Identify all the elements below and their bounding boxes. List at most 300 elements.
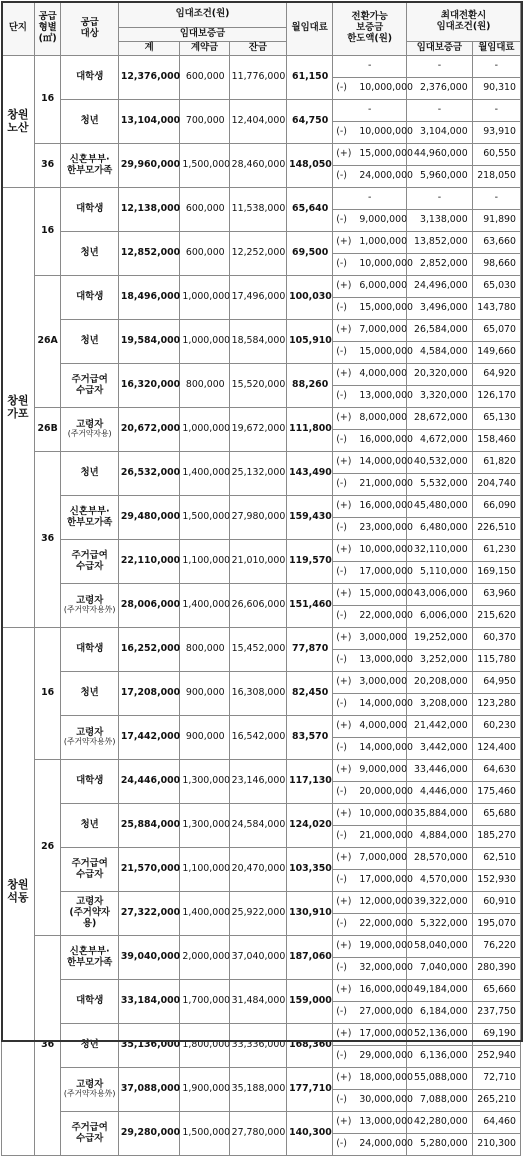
contract-amount: 1,100,000	[180, 848, 229, 892]
complex-name: 창원 가포	[2, 188, 35, 628]
max-conversion-deposit: 19,252,000	[407, 628, 473, 650]
supply-target	[61, 232, 118, 276]
table-row	[2, 276, 521, 298]
conversion-sign: (-)	[333, 386, 358, 408]
max-conversion-deposit: 3,208,000	[407, 694, 473, 716]
supply-target	[61, 936, 118, 980]
conversion-limit: 18,000,000	[357, 1068, 406, 1090]
max-conversion-deposit: 44,960,000	[407, 144, 473, 166]
max-conversion-rent: 65,680	[472, 804, 520, 826]
max-conversion-deposit: 3,320,000	[407, 386, 473, 408]
max-conversion-rent: 252,940	[472, 1046, 520, 1068]
monthly-rent: 61,150	[287, 56, 333, 100]
max-conversion-rent: 61,230	[472, 540, 520, 562]
deposit-total: 22,110,000	[118, 540, 180, 584]
max-conversion-deposit: 5,280,000	[407, 1134, 473, 1156]
max-conversion-rent: 124,400	[472, 738, 520, 760]
conversion-sign: (-)	[333, 1046, 358, 1068]
balance-amount: 18,584,000	[229, 320, 286, 364]
monthly-rent: 130,910	[287, 892, 333, 936]
conversion-limit: 12,000,000	[357, 892, 406, 914]
conversion-sign: (-)	[333, 870, 358, 892]
max-conversion-deposit: 20,208,000	[407, 672, 473, 694]
max-conversion-deposit: 7,088,000	[407, 1090, 473, 1112]
contract-amount: 1,300,000	[180, 760, 229, 804]
header-max-conversion: 최대전환시 임대조건(원)	[407, 2, 521, 42]
supply-target	[61, 584, 118, 628]
conversion-limit: 21,000,000	[357, 826, 406, 848]
max-conversion-deposit: 24,496,000	[407, 276, 473, 298]
supply-type: 16	[34, 56, 61, 144]
max-conversion-rent: 93,910	[472, 122, 520, 144]
conversion-sign: (+)	[333, 672, 358, 694]
supply-target	[61, 56, 118, 100]
balance-amount: 27,780,000	[229, 1112, 286, 1156]
conversion-sign: (-)	[333, 210, 358, 232]
supply-target-note: (주거약자용外)	[63, 737, 116, 747]
balance-amount: 11,776,000	[229, 56, 286, 100]
max-conversion-rent: 60,910	[472, 892, 520, 914]
conversion-limit: -	[333, 188, 407, 210]
balance-amount: 16,542,000	[229, 716, 286, 760]
conversion-sign: (+)	[333, 760, 358, 782]
supply-target-label: 고령자	[76, 418, 104, 430]
max-conversion-rent: 185,270	[472, 826, 520, 848]
max-conversion-rent: 204,740	[472, 474, 520, 496]
contract-amount: 900,000	[180, 672, 229, 716]
table-row	[2, 848, 521, 870]
supply-target-note: (주거약자용外)	[63, 1089, 116, 1099]
max-conversion-deposit: 43,006,000	[407, 584, 473, 606]
max-conversion-deposit: 3,138,000	[407, 210, 473, 232]
conversion-limit: 13,000,000	[357, 650, 406, 672]
conversion-limit: 14,000,000	[357, 738, 406, 760]
conversion-sign: (-)	[333, 1090, 358, 1112]
max-conversion-deposit: 13,852,000	[407, 232, 473, 254]
balance-amount: 12,404,000	[229, 100, 286, 144]
contract-amount: 1,900,000	[180, 1068, 229, 1112]
supply-target	[61, 144, 118, 188]
deposit-total: 13,104,000	[118, 100, 180, 144]
conversion-sign: (+)	[333, 496, 358, 518]
max-conversion-deposit: 40,532,000	[407, 452, 473, 474]
conversion-limit: 17,000,000	[357, 1024, 406, 1046]
conversion-sign: (+)	[333, 1068, 358, 1090]
max-conversion-deposit: 2,376,000	[407, 78, 473, 100]
header-complex: 단지	[2, 2, 35, 56]
max-conversion-rent: 115,780	[472, 650, 520, 672]
deposit-total: 21,570,000	[118, 848, 180, 892]
max-conversion-rent: -	[472, 188, 520, 210]
table-row	[2, 1068, 521, 1090]
max-conversion-rent: 152,930	[472, 870, 520, 892]
table-row	[2, 672, 521, 694]
table-row	[2, 628, 521, 650]
contract-amount: 600,000	[180, 232, 229, 276]
supply-target-label: 주거급여 수급자	[71, 857, 108, 880]
conversion-limit: -	[333, 100, 407, 122]
conversion-limit: 17,000,000	[357, 562, 406, 584]
max-conversion-rent: 218,050	[472, 166, 520, 188]
contract-amount: 1,100,000	[180, 540, 229, 584]
monthly-rent: 117,130	[287, 760, 333, 804]
max-conversion-deposit: 4,584,000	[407, 342, 473, 364]
contract-amount: 1,700,000	[180, 980, 229, 1024]
max-conversion-rent: 123,280	[472, 694, 520, 716]
conversion-limit: 29,000,000	[357, 1046, 406, 1068]
monthly-rent: 83,570	[287, 716, 333, 760]
deposit-total: 35,136,000	[118, 1024, 180, 1068]
supply-target-label: 고령자	[76, 594, 104, 606]
max-conversion-rent: 65,030	[472, 276, 520, 298]
conversion-sign: (-)	[333, 650, 358, 672]
balance-amount: 11,538,000	[229, 188, 286, 232]
monthly-rent: 168,360	[287, 1024, 333, 1068]
table-row	[2, 144, 521, 166]
deposit-total: 37,088,000	[118, 1068, 180, 1112]
max-conversion-deposit: 2,852,000	[407, 254, 473, 276]
conversion-limit: 4,000,000	[357, 716, 406, 738]
supply-type: 26B	[34, 408, 61, 452]
balance-amount: 16,308,000	[229, 672, 286, 716]
max-conversion-deposit: 6,136,000	[407, 1046, 473, 1068]
supply-target	[61, 1024, 118, 1068]
conversion-sign: (+)	[333, 584, 358, 606]
conversion-limit: 16,000,000	[357, 430, 406, 452]
conversion-limit: 14,000,000	[357, 452, 406, 474]
header-max-deposit: 임대보증금	[407, 42, 473, 56]
supply-target-label: 청년	[80, 247, 99, 259]
contract-amount: 900,000	[180, 716, 229, 760]
table-row	[2, 892, 521, 914]
max-conversion-deposit: 6,480,000	[407, 518, 473, 540]
supply-target-label: 대학생	[76, 995, 104, 1007]
header-convertible: 전환가능 보증금 한도액(원)	[333, 2, 407, 56]
header-lease-conditions: 임대조건(원)	[118, 2, 286, 28]
supply-target	[61, 496, 118, 540]
conversion-limit: 15,000,000	[357, 342, 406, 364]
complex-name: 창원 석동	[2, 628, 35, 1156]
max-conversion-rent: 64,920	[472, 364, 520, 386]
max-conversion-rent: 149,660	[472, 342, 520, 364]
rental-conditions-table-wrapper	[1, 1, 521, 1150]
supply-target	[61, 892, 118, 936]
max-conversion-rent: 158,460	[472, 430, 520, 452]
supply-type: 26	[34, 760, 61, 936]
conversion-sign: (-)	[333, 958, 358, 980]
contract-amount: 1,500,000	[180, 496, 229, 540]
conversion-sign: (-)	[333, 166, 358, 188]
deposit-total: 19,584,000	[118, 320, 180, 364]
balance-amount: 15,520,000	[229, 364, 286, 408]
conversion-sign: (-)	[333, 914, 358, 936]
conversion-limit: 10,000,000	[357, 254, 406, 276]
supply-target	[61, 980, 118, 1024]
max-conversion-deposit: 7,040,000	[407, 958, 473, 980]
supply-target-label: 청년	[80, 687, 99, 699]
balance-amount: 26,606,000	[229, 584, 286, 628]
contract-amount: 1,000,000	[180, 276, 229, 320]
supply-target-label: 대학생	[76, 291, 104, 303]
table-row	[2, 100, 521, 122]
supply-target-label: 주거급여 수급자	[71, 549, 108, 572]
header-max-rent: 월임대료	[472, 42, 520, 56]
conversion-sign: (-)	[333, 562, 358, 584]
contract-amount: 600,000	[180, 56, 229, 100]
supply-target	[61, 1112, 118, 1156]
conversion-limit: 15,000,000	[357, 298, 406, 320]
deposit-total: 25,884,000	[118, 804, 180, 848]
max-conversion-rent: 60,230	[472, 716, 520, 738]
max-conversion-deposit: 6,184,000	[407, 1002, 473, 1024]
max-conversion-deposit: 32,110,000	[407, 540, 473, 562]
max-conversion-rent: 62,510	[472, 848, 520, 870]
max-conversion-rent: 61,820	[472, 452, 520, 474]
contract-amount: 2,000,000	[180, 936, 229, 980]
supply-target	[61, 672, 118, 716]
max-conversion-rent: -	[472, 56, 520, 78]
max-conversion-rent: 69,190	[472, 1024, 520, 1046]
conversion-sign: (-)	[333, 738, 358, 760]
balance-amount: 23,146,000	[229, 760, 286, 804]
conversion-sign: (+)	[333, 1112, 358, 1134]
supply-target-label: 청년	[80, 467, 99, 479]
max-conversion-deposit: 58,040,000	[407, 936, 473, 958]
conversion-limit: 19,000,000	[357, 936, 406, 958]
supply-type: 36	[34, 144, 61, 188]
header-target: 공급 대상	[61, 2, 118, 56]
supply-target-label: 청년	[80, 1039, 99, 1051]
supply-target-label: 신혼부부· 한부모가족	[67, 153, 113, 176]
conversion-limit: 15,000,000	[357, 144, 406, 166]
header-balance: 잔금	[229, 42, 286, 56]
conversion-limit: 15,000,000	[357, 584, 406, 606]
conversion-sign: (-)	[333, 122, 358, 144]
conversion-sign: (+)	[333, 452, 358, 474]
conversion-limit: 7,000,000	[357, 848, 406, 870]
max-conversion-deposit: 5,960,000	[407, 166, 473, 188]
conversion-limit: 10,000,000	[357, 122, 406, 144]
max-conversion-deposit: -	[407, 100, 473, 122]
supply-target-label: 주거급여 수급자	[71, 373, 108, 396]
max-conversion-rent: 91,890	[472, 210, 520, 232]
table-row	[2, 540, 521, 562]
monthly-rent: 159,000	[287, 980, 333, 1024]
balance-amount: 33,336,000	[229, 1024, 286, 1068]
monthly-rent: 69,500	[287, 232, 333, 276]
monthly-rent: 64,750	[287, 100, 333, 144]
supply-type: 36	[34, 452, 61, 628]
monthly-rent: 111,800	[287, 408, 333, 452]
supply-target-label: 신혼부부· 한부모가족	[67, 505, 113, 528]
table-row	[2, 232, 521, 254]
max-conversion-deposit: -	[407, 188, 473, 210]
deposit-total: 18,496,000	[118, 276, 180, 320]
max-conversion-deposit: 4,884,000	[407, 826, 473, 848]
header-deposit-total: 계	[118, 42, 180, 56]
conversion-sign: (+)	[333, 320, 358, 342]
max-conversion-deposit: 3,496,000	[407, 298, 473, 320]
conversion-sign: (-)	[333, 606, 358, 628]
max-conversion-rent: 60,550	[472, 144, 520, 166]
conversion-sign: (-)	[333, 298, 358, 320]
conversion-sign: (-)	[333, 782, 358, 804]
monthly-rent: 148,050	[287, 144, 333, 188]
table-row	[2, 1024, 521, 1046]
deposit-total: 17,208,000	[118, 672, 180, 716]
supply-target	[61, 540, 118, 584]
conversion-sign: (-)	[333, 826, 358, 848]
rental-conditions-table	[1, 1, 521, 1156]
table-row	[2, 320, 521, 342]
max-conversion-deposit: 4,672,000	[407, 430, 473, 452]
max-conversion-deposit: 4,570,000	[407, 870, 473, 892]
balance-amount: 31,484,000	[229, 980, 286, 1024]
balance-amount: 25,132,000	[229, 452, 286, 496]
max-conversion-rent: 65,070	[472, 320, 520, 342]
balance-amount: 37,040,000	[229, 936, 286, 980]
max-conversion-deposit: 6,006,000	[407, 606, 473, 628]
deposit-total: 39,040,000	[118, 936, 180, 980]
max-conversion-deposit: 4,446,000	[407, 782, 473, 804]
contract-amount: 1,500,000	[180, 1112, 229, 1156]
conversion-limit: 4,000,000	[357, 364, 406, 386]
conversion-sign: (+)	[333, 364, 358, 386]
supply-target	[61, 100, 118, 144]
deposit-total: 33,184,000	[118, 980, 180, 1024]
conversion-sign: (+)	[333, 892, 358, 914]
supply-type: 26A	[34, 276, 61, 408]
max-conversion-rent: 63,960	[472, 584, 520, 606]
max-conversion-deposit: 28,672,000	[407, 408, 473, 430]
max-conversion-rent: 98,660	[472, 254, 520, 276]
conversion-sign: (+)	[333, 276, 358, 298]
conversion-sign: (+)	[333, 144, 358, 166]
conversion-limit: 10,000,000	[357, 804, 406, 826]
monthly-rent: 77,870	[287, 628, 333, 672]
deposit-total: 24,446,000	[118, 760, 180, 804]
max-conversion-rent: 64,460	[472, 1112, 520, 1134]
conversion-limit: 22,000,000	[357, 606, 406, 628]
deposit-total: 28,006,000	[118, 584, 180, 628]
conversion-sign: (+)	[333, 716, 358, 738]
conversion-limit: 3,000,000	[357, 672, 406, 694]
complex-name: 창원 노산	[2, 56, 35, 188]
conversion-limit: -	[333, 56, 407, 78]
conversion-sign: (+)	[333, 848, 358, 870]
supply-target-note: (주거약자용外)	[63, 605, 116, 615]
max-conversion-deposit: 5,322,000	[407, 914, 473, 936]
supply-target	[61, 804, 118, 848]
conversion-limit: 9,000,000	[357, 210, 406, 232]
supply-target-label: 청년	[80, 115, 99, 127]
conversion-limit: 23,000,000	[357, 518, 406, 540]
max-conversion-rent: 143,780	[472, 298, 520, 320]
conversion-sign: (+)	[333, 540, 358, 562]
max-conversion-rent: 126,170	[472, 386, 520, 408]
header-contract: 계약금	[180, 42, 229, 56]
conversion-limit: 22,000,000	[357, 914, 406, 936]
conversion-sign: (-)	[333, 518, 358, 540]
conversion-sign: (+)	[333, 408, 358, 430]
max-conversion-rent: 63,660	[472, 232, 520, 254]
table-row	[2, 364, 521, 386]
contract-amount: 800,000	[180, 628, 229, 672]
supply-target-label: 신혼부부· 한부모가족	[67, 945, 113, 968]
max-conversion-deposit: 35,884,000	[407, 804, 473, 826]
balance-amount: 24,584,000	[229, 804, 286, 848]
monthly-rent: 124,020	[287, 804, 333, 848]
table-row	[2, 56, 521, 78]
max-conversion-deposit: 55,088,000	[407, 1068, 473, 1090]
conversion-limit: 13,000,000	[357, 386, 406, 408]
deposit-total: 12,376,000	[118, 56, 180, 100]
monthly-rent: 143,490	[287, 452, 333, 496]
supply-target	[61, 1068, 118, 1112]
monthly-rent: 65,640	[287, 188, 333, 232]
contract-amount: 700,000	[180, 100, 229, 144]
balance-amount: 28,460,000	[229, 144, 286, 188]
max-conversion-rent: 265,210	[472, 1090, 520, 1112]
max-conversion-rent: 215,620	[472, 606, 520, 628]
supply-target	[61, 716, 118, 760]
conversion-limit: 9,000,000	[357, 760, 406, 782]
supply-target-label: 대학생	[76, 203, 104, 215]
conversion-limit: 7,000,000	[357, 320, 406, 342]
conversion-sign: (-)	[333, 430, 358, 452]
balance-amount: 27,980,000	[229, 496, 286, 540]
deposit-total: 26,532,000	[118, 452, 180, 496]
table-row	[2, 716, 521, 738]
conversion-sign: (-)	[333, 474, 358, 496]
supply-target-label: 고령자 (주거약자용)	[69, 896, 110, 929]
conversion-limit: 30,000,000	[357, 1090, 406, 1112]
contract-amount: 1,400,000	[180, 452, 229, 496]
max-conversion-rent: 66,090	[472, 496, 520, 518]
conversion-limit: 10,000,000	[357, 78, 406, 100]
supply-target-label: 고령자	[76, 726, 104, 738]
conversion-limit: 6,000,000	[357, 276, 406, 298]
deposit-total: 29,480,000	[118, 496, 180, 540]
max-conversion-rent: 280,390	[472, 958, 520, 980]
deposit-total: 12,852,000	[118, 232, 180, 276]
max-conversion-rent: 169,150	[472, 562, 520, 584]
monthly-rent: 100,030	[287, 276, 333, 320]
conversion-sign: (-)	[333, 78, 358, 100]
supply-target	[61, 452, 118, 496]
balance-amount: 35,188,000	[229, 1068, 286, 1112]
deposit-total: 16,252,000	[118, 628, 180, 672]
supply-target	[61, 276, 118, 320]
table-row	[2, 1112, 521, 1134]
max-conversion-deposit: 5,110,000	[407, 562, 473, 584]
monthly-rent: 103,350	[287, 848, 333, 892]
max-conversion-rent: 72,710	[472, 1068, 520, 1090]
supply-target-note: (주거약자용)	[67, 429, 112, 439]
conversion-limit: 17,000,000	[357, 870, 406, 892]
conversion-limit: 16,000,000	[357, 980, 406, 1002]
contract-amount: 1,400,000	[180, 584, 229, 628]
monthly-rent: 82,450	[287, 672, 333, 716]
conversion-sign: (-)	[333, 1002, 358, 1024]
supply-target	[61, 628, 118, 672]
deposit-total: 27,322,000	[118, 892, 180, 936]
supply-target	[61, 760, 118, 804]
max-conversion-deposit: 45,480,000	[407, 496, 473, 518]
conversion-limit: 1,000,000	[357, 232, 406, 254]
conversion-limit: 21,000,000	[357, 474, 406, 496]
max-conversion-rent: 210,300	[472, 1134, 520, 1156]
